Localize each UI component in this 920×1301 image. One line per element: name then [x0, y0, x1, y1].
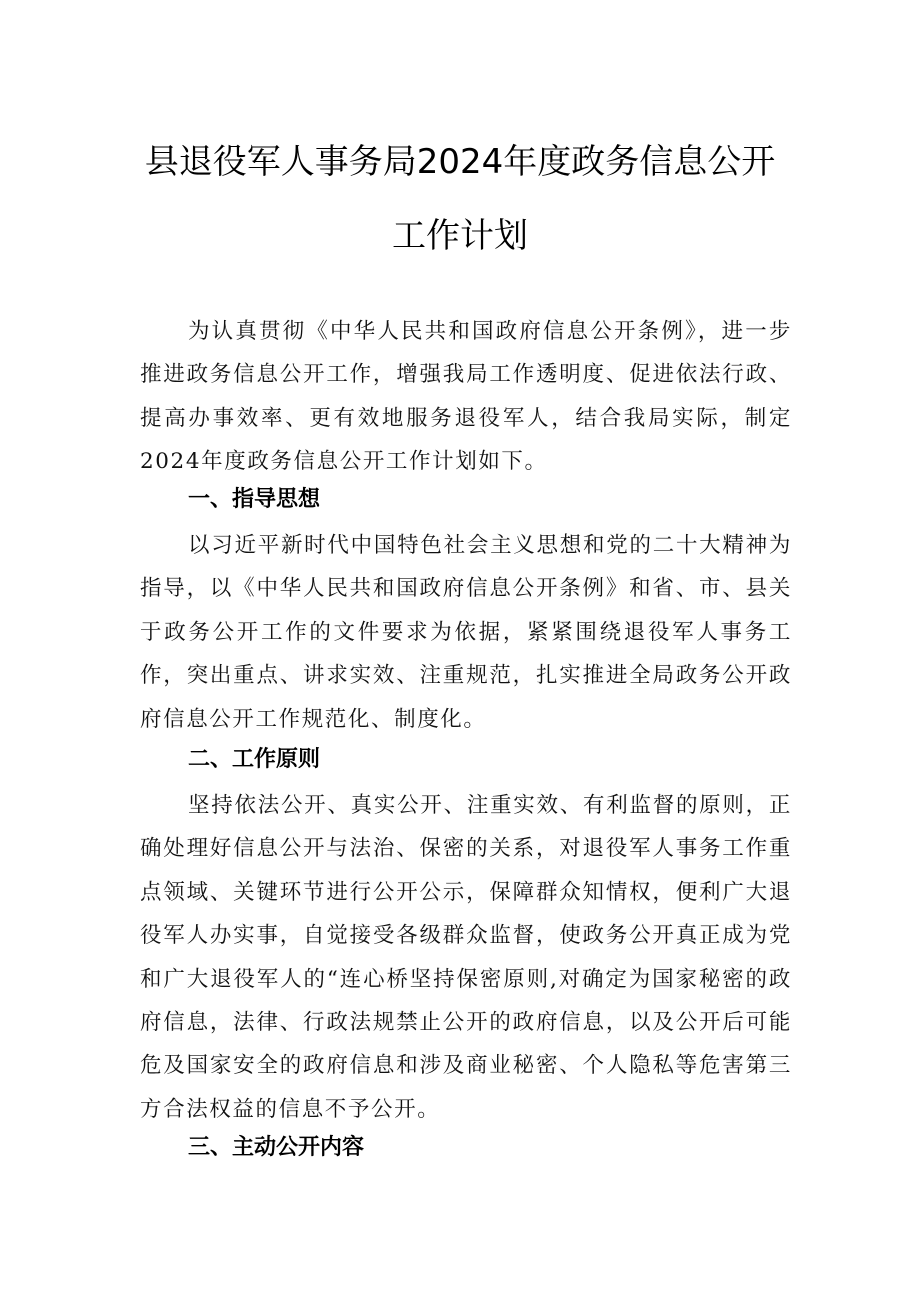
section-heading-proactive-disclosure: 三、主动公开内容: [188, 1135, 365, 1160]
section-heading-work-principles: 二、工作原则: [188, 747, 321, 772]
section-body-guiding-ideology: 以习近平新时代中国特色社会主义思想和党的二十大精神为指导，以《中华人民共和国政府信息公开条例》和省、市、县关于政务公开工作的文件要求为依据，紧紧围绕退役军人事务工作，突出重点、讲求实效、注重规范，扎实推进全局政务公开政府信息公开工作规范化、制度化。: [140, 533, 792, 732]
intro-paragraph: 为认真贯彻《中华人民共和国政府信息公开条例》，进一步推进政务信息公开工作，增强我局工作透明度、促进依法行政、提高办事效率、更有效地服务退役军人，结合我局实际，制定2024年度政务信息公开工作计划如下。: [140, 319, 792, 475]
document-title-line-2: 工作计划: [392, 216, 528, 256]
document-title-line-1: 县退役军人事务局2024年度政务信息公开: [144, 142, 776, 182]
section-heading-guiding-ideology: 一、指导思想: [188, 487, 321, 512]
section-body-work-principles: 坚持依法公开、真实公开、注重实效、有利监督的原则，正确处理好信息公开与法治、保密的关系，对退役军人事务工作重点领域、关键环节进行公开公示，保障群众知情权，便利广大退役军人办实事，自觉接受各级群众监督，使政务公开真正成为党和广大退役军人的“连心桥坚持保密原则,对确定为国家秘密的政府信息，法律、行政法规禁止公开的政府信息，以及公开后可能危及国家安全的政府信息和涉及商业秘密、个人隐私等危害第三方合法权益的信息不予公开。: [140, 793, 792, 1122]
